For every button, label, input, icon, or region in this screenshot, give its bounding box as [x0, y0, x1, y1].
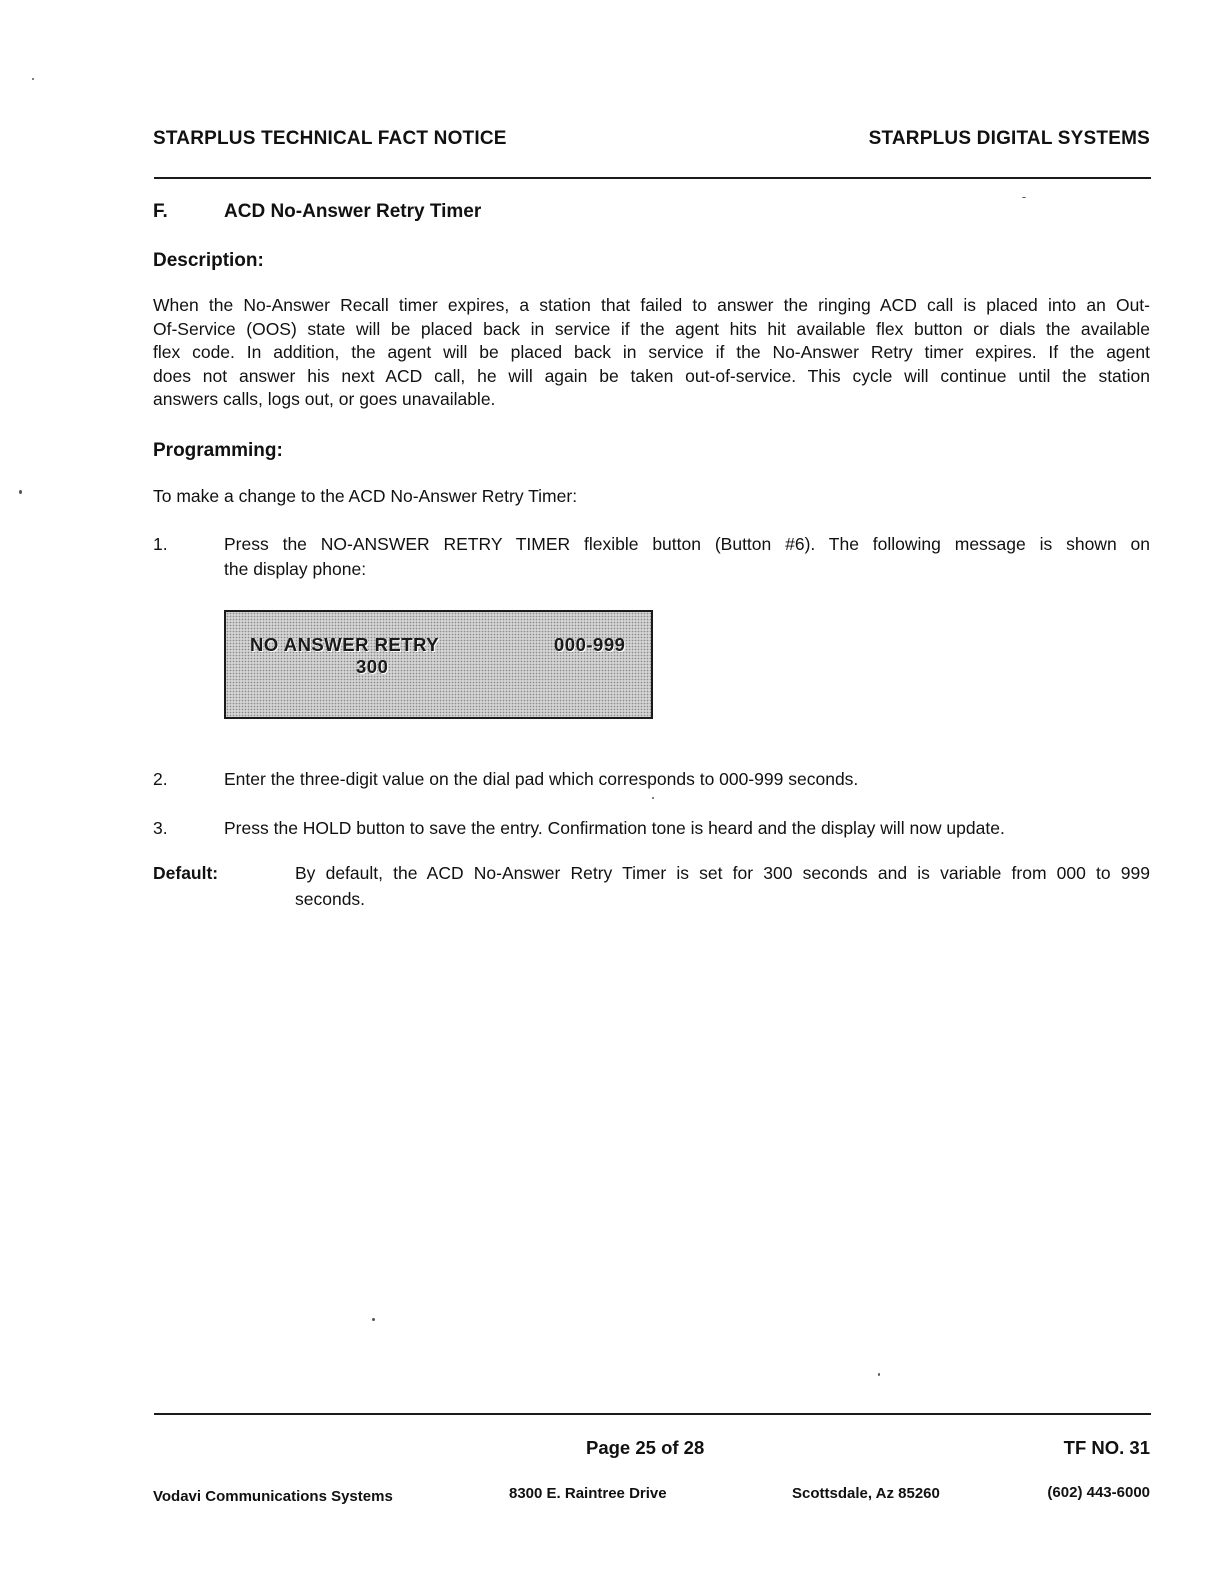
footer-city: Scottsdale, Az 85260 — [792, 1485, 940, 1502]
default-label: Default: — [153, 863, 219, 883]
scan-speck — [652, 797, 654, 799]
step-number: 1. — [153, 534, 168, 554]
description-line: Of-Service (OOS) state will be placed back in service if the agent hits hit available flex button or dials the available — [153, 318, 1150, 339]
step-line: Enter the three-digit value on the dial pad which corresponds to 000-999 seconds. — [224, 769, 859, 789]
default-text — [295, 862, 1150, 911]
display-label: NO ANSWER RETRY — [250, 634, 440, 655]
header-right-title: STARPLUS DIGITAL SYSTEMS — [868, 128, 1150, 149]
phone-display-panel — [224, 610, 653, 719]
programming-intro: To make a change to the ACD No-Answer Retry Timer: — [153, 486, 578, 506]
step-text — [224, 533, 1150, 581]
display-range: 000-999 — [554, 634, 626, 655]
footer-address: 8300 E. Raintree Drive — [509, 1485, 667, 1502]
scan-speck — [1022, 197, 1026, 198]
scan-speck — [32, 78, 34, 80]
description-line: does not answer his next ACD call, he will again be taken out-of-service. This cycle will continue until the station — [153, 365, 1150, 386]
display-value: 300 — [356, 656, 389, 677]
description-line: flex code. In addition, the agent will be placed back in service if the No-Answer Retry timer expires. If the agent — [153, 342, 1150, 363]
description-paragraph — [153, 294, 1150, 412]
step-line: the display phone: — [224, 558, 367, 579]
default-line: seconds. — [295, 888, 366, 909]
default-line: By default, the ACD No-Answer Retry Timer is set for 300 seconds and is variable from 000 to 999 — [295, 863, 1150, 883]
step-number: 3. — [153, 818, 168, 838]
header-rule — [154, 177, 1151, 179]
footer-company: Vodavi Communications Systems — [153, 1488, 393, 1505]
description-line: When the No-Answer Recall timer expires, a station that failed to answer the ringing ACD call is placed into an Out- — [153, 295, 1150, 315]
header-left-title: STARPLUS TECHNICAL FACT NOTICE — [153, 128, 507, 149]
step-line: Press the HOLD button to save the entry. Confirmation tone is heard and the display will now update. — [224, 818, 1005, 838]
scan-speck — [19, 490, 22, 494]
tf-number: TF NO. 31 — [1063, 1437, 1150, 1458]
page-number: Page 25 of 28 — [586, 1437, 705, 1458]
description-line: answers calls, logs out, or goes unavailable. — [153, 389, 496, 410]
scan-speck — [372, 1318, 375, 1321]
scan-speck — [878, 1373, 880, 1376]
footer-phone: (602) 443-6000 — [1047, 1484, 1150, 1501]
footer-rule — [154, 1413, 1151, 1415]
step-number: 2. — [153, 769, 168, 789]
description-heading: Description: — [153, 250, 264, 271]
section-letter: F. — [153, 201, 168, 222]
programming-heading: Programming: — [153, 440, 283, 461]
step-line: Press the NO-ANSWER RETRY TIMER flexible button (Button #6). The following message is shown on — [224, 534, 1150, 554]
section-title: ACD No-Answer Retry Timer — [224, 201, 482, 222]
